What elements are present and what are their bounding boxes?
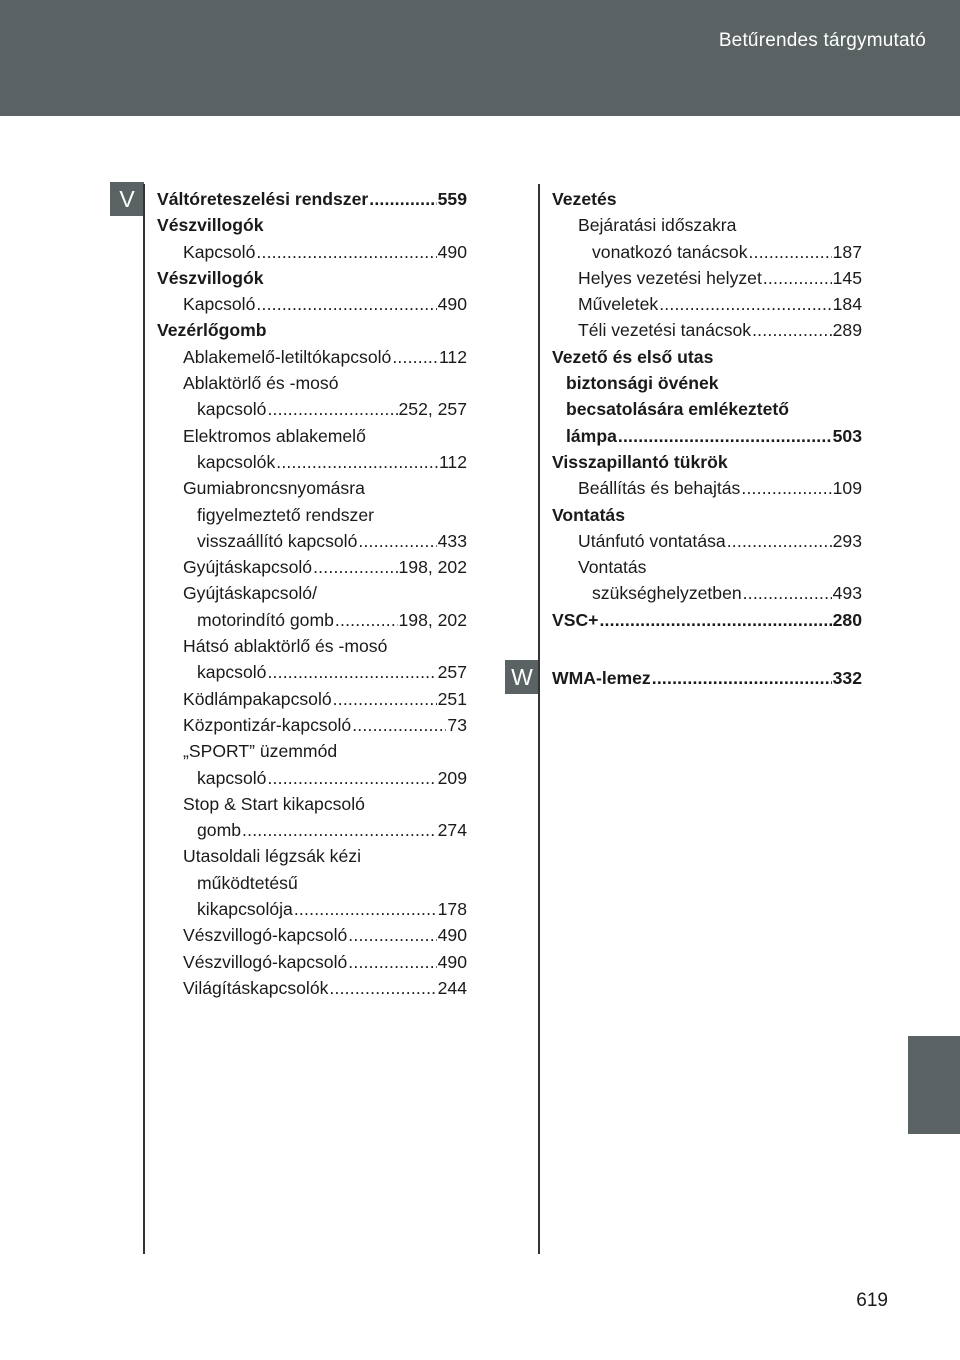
entry-term: Beállítás és behajtás bbox=[578, 478, 741, 499]
entry-term: Vontatás bbox=[578, 557, 647, 578]
dot-leader bbox=[256, 291, 436, 317]
entry-page-number: 112 bbox=[438, 451, 467, 472]
entry-term: Vezető és első utas bbox=[552, 346, 714, 367]
dot-leader bbox=[352, 712, 446, 738]
entry-term: becsatolására emlékeztető bbox=[566, 399, 789, 420]
entry-page-number: 332 bbox=[832, 668, 862, 689]
entry-term: biztonsági övének bbox=[566, 373, 719, 394]
entry-term: Vontatás bbox=[552, 504, 625, 525]
dot-leader bbox=[267, 765, 436, 791]
index-entry bbox=[157, 423, 467, 449]
index-entry bbox=[157, 317, 467, 343]
index-entry bbox=[157, 817, 467, 843]
dot-leader bbox=[599, 607, 831, 633]
entry-page-number: 73 bbox=[447, 714, 467, 735]
entry-term: szükséghelyzetben bbox=[592, 583, 742, 604]
entry-page-number: 198, 202 bbox=[398, 557, 467, 578]
index-entry bbox=[157, 502, 467, 528]
index-entry bbox=[552, 396, 862, 422]
index-entry bbox=[157, 686, 467, 712]
index-entry bbox=[157, 186, 467, 212]
entry-page-number: 490 bbox=[437, 241, 467, 262]
entry-page-number: 274 bbox=[437, 820, 467, 841]
entry-term: Világításkapcsolók bbox=[183, 977, 329, 998]
dot-leader bbox=[392, 344, 438, 370]
dot-leader bbox=[276, 449, 438, 475]
entry-term: Vészvillogók bbox=[157, 215, 264, 236]
dot-leader bbox=[763, 265, 832, 291]
entry-term: Vészvillogó-kapcsoló bbox=[183, 951, 348, 972]
entry-term: kapcsoló bbox=[197, 662, 267, 683]
entry-term: Kapcsoló bbox=[183, 294, 256, 315]
entry-term: Ablakemelő-letiltókapcsoló bbox=[183, 346, 392, 367]
index-entry bbox=[552, 291, 862, 317]
entry-term: kapcsoló bbox=[197, 767, 267, 788]
entry-page-number: 145 bbox=[832, 267, 862, 288]
index-entry bbox=[157, 712, 467, 738]
index-entry bbox=[157, 528, 467, 554]
entry-page-number: 109 bbox=[832, 478, 862, 499]
entry-term: Vezérlőgomb bbox=[157, 320, 267, 341]
entry-page-number: 289 bbox=[832, 320, 862, 341]
entry-term: működtetésű bbox=[197, 872, 298, 893]
entry-term: gomb bbox=[197, 820, 242, 841]
entry-page-number: 178 bbox=[437, 899, 467, 920]
entry-term: Stop & Start kikapcsoló bbox=[183, 793, 365, 814]
entry-term: Bejáratási időszakra bbox=[578, 215, 737, 236]
index-entry bbox=[157, 896, 467, 922]
dot-leader bbox=[242, 817, 437, 843]
entry-term: Ablaktörlő és -mosó bbox=[183, 373, 339, 394]
dot-leader bbox=[294, 896, 437, 922]
index-entry bbox=[157, 765, 467, 791]
index-entry bbox=[157, 265, 467, 291]
dot-leader bbox=[348, 922, 436, 948]
index-group-v bbox=[552, 186, 862, 633]
entry-term: WMA-lemez bbox=[552, 668, 651, 689]
section-letter-v: V bbox=[110, 182, 144, 216]
page-number: 619 bbox=[856, 1290, 888, 1311]
entry-term: Vészvillogók bbox=[157, 267, 264, 288]
entry-term: visszaállító kapcsoló bbox=[197, 530, 358, 551]
index-entry bbox=[552, 239, 862, 265]
dot-leader bbox=[335, 607, 398, 633]
dot-leader bbox=[329, 975, 436, 1001]
entry-term: Utánfutó vontatása bbox=[578, 530, 726, 551]
entry-term: „SPORT” üzemmód bbox=[183, 741, 338, 762]
dot-leader bbox=[358, 528, 436, 554]
dot-leader bbox=[659, 291, 831, 317]
index-column-right bbox=[552, 186, 862, 691]
entry-page-number: 433 bbox=[437, 530, 467, 551]
index-entry bbox=[157, 396, 467, 422]
entry-term: Utasoldali légzsák kézi bbox=[183, 846, 361, 867]
page-header bbox=[0, 0, 960, 116]
index-entry bbox=[552, 212, 862, 238]
index-entry bbox=[552, 265, 862, 291]
entry-term: Gyújtáskapcsoló/ bbox=[183, 583, 317, 604]
index-column-left bbox=[157, 186, 467, 1001]
index-entry bbox=[157, 607, 467, 633]
index-entry bbox=[157, 870, 467, 896]
entry-page-number: 112 bbox=[438, 346, 467, 367]
entry-term: Ködlámpakapcsoló bbox=[183, 688, 332, 709]
index-entry bbox=[552, 423, 862, 449]
entry-term: Téli vezetési tanácsok bbox=[578, 320, 752, 341]
entry-page-number: 280 bbox=[832, 609, 862, 630]
header-title: Betűrendes tárgymutató bbox=[718, 30, 926, 51]
index-entry bbox=[552, 475, 862, 501]
dot-leader bbox=[313, 554, 397, 580]
index-entry bbox=[552, 528, 862, 554]
entry-page-number: 187 bbox=[832, 241, 862, 262]
index-entry bbox=[552, 186, 862, 212]
index-entry bbox=[552, 665, 862, 691]
entry-page-number: 559 bbox=[437, 189, 467, 209]
index-entry bbox=[552, 344, 862, 370]
index-entry bbox=[157, 975, 467, 1001]
column-divider-right bbox=[538, 184, 540, 1254]
entry-term: Vezetés bbox=[552, 189, 617, 209]
entry-page-number: 293 bbox=[832, 530, 862, 551]
index-entry bbox=[157, 922, 467, 948]
entry-term: kapcsolók bbox=[197, 451, 276, 472]
index-entry bbox=[157, 633, 467, 659]
dot-leader bbox=[752, 317, 832, 343]
dot-leader bbox=[618, 423, 832, 449]
index-entry bbox=[157, 212, 467, 238]
dot-leader bbox=[348, 949, 436, 975]
entry-term: Központizár-kapcsoló bbox=[183, 714, 352, 735]
index-entry bbox=[552, 607, 862, 633]
index-group-w bbox=[552, 665, 862, 691]
dot-leader bbox=[741, 475, 831, 501]
entry-term: Hátsó ablaktörlő és -mosó bbox=[183, 636, 388, 657]
side-thumb-tab bbox=[908, 1036, 960, 1134]
index-entry bbox=[552, 554, 862, 580]
index-entry bbox=[157, 738, 467, 764]
entry-term: Vészvillogó-kapcsoló bbox=[183, 925, 348, 946]
entry-term: Helyes vezetési helyzet bbox=[578, 267, 762, 288]
entry-term: VSC+ bbox=[552, 609, 599, 630]
index-entry bbox=[157, 659, 467, 685]
entry-page-number: 493 bbox=[832, 583, 862, 604]
entry-page-number: 184 bbox=[832, 294, 862, 315]
entry-page-number: 503 bbox=[832, 425, 862, 446]
index-entry bbox=[552, 317, 862, 343]
entry-term: figyelmeztető rendszer bbox=[197, 504, 374, 525]
dot-leader bbox=[749, 239, 832, 265]
index-entry bbox=[157, 843, 467, 869]
entry-page-number: 198, 202 bbox=[398, 609, 467, 630]
entry-page-number: 490 bbox=[437, 951, 467, 972]
entry-page-number: 252, 257 bbox=[398, 399, 467, 420]
index-entry bbox=[157, 239, 467, 265]
entry-term: motorindító gomb bbox=[197, 609, 334, 630]
section-letter-w: W bbox=[505, 660, 539, 694]
dot-leader bbox=[727, 528, 832, 554]
entry-page-number: 490 bbox=[437, 294, 467, 315]
entry-page-number: 251 bbox=[437, 688, 467, 709]
dot-leader bbox=[652, 665, 832, 691]
dot-leader bbox=[369, 186, 436, 212]
entry-term: Gyújtáskapcsoló bbox=[183, 557, 313, 578]
index-entry bbox=[157, 449, 467, 475]
index-entry bbox=[157, 791, 467, 817]
entry-page-number: 490 bbox=[437, 925, 467, 946]
index-entry bbox=[157, 554, 467, 580]
index-entry bbox=[157, 475, 467, 501]
index-entry bbox=[552, 370, 862, 396]
entry-term: Váltóreteszelési rendszer bbox=[157, 189, 369, 209]
entry-term: kikapcsolója bbox=[197, 899, 293, 920]
entry-page-number: 209 bbox=[437, 767, 467, 788]
index-entry bbox=[552, 449, 862, 475]
index-entry bbox=[157, 580, 467, 606]
entry-term: Kapcsoló bbox=[183, 241, 256, 262]
entry-term: vonatkozó tanácsok bbox=[592, 241, 748, 262]
column-divider-left bbox=[143, 184, 145, 1254]
index-entry bbox=[157, 949, 467, 975]
index-entry bbox=[157, 370, 467, 396]
entry-page-number: 257 bbox=[437, 662, 467, 683]
entry-page-number: 244 bbox=[437, 977, 467, 998]
dot-leader bbox=[267, 396, 397, 422]
index-entry bbox=[157, 344, 467, 370]
entry-term: Gumiabroncsnyomásra bbox=[183, 478, 365, 499]
section-gap bbox=[552, 633, 862, 665]
dot-leader bbox=[743, 580, 832, 606]
dot-leader bbox=[256, 239, 436, 265]
index-entry bbox=[552, 502, 862, 528]
entry-term: Elektromos ablakemelő bbox=[183, 425, 366, 446]
index-entry bbox=[552, 580, 862, 606]
entry-term: lámpa bbox=[566, 425, 617, 446]
entry-term: Visszapillantó tükrök bbox=[552, 451, 728, 472]
dot-leader bbox=[333, 686, 437, 712]
dot-leader bbox=[267, 659, 436, 685]
index-entry bbox=[157, 291, 467, 317]
entry-term: Műveletek bbox=[578, 294, 659, 315]
entry-term: kapcsoló bbox=[197, 399, 267, 420]
